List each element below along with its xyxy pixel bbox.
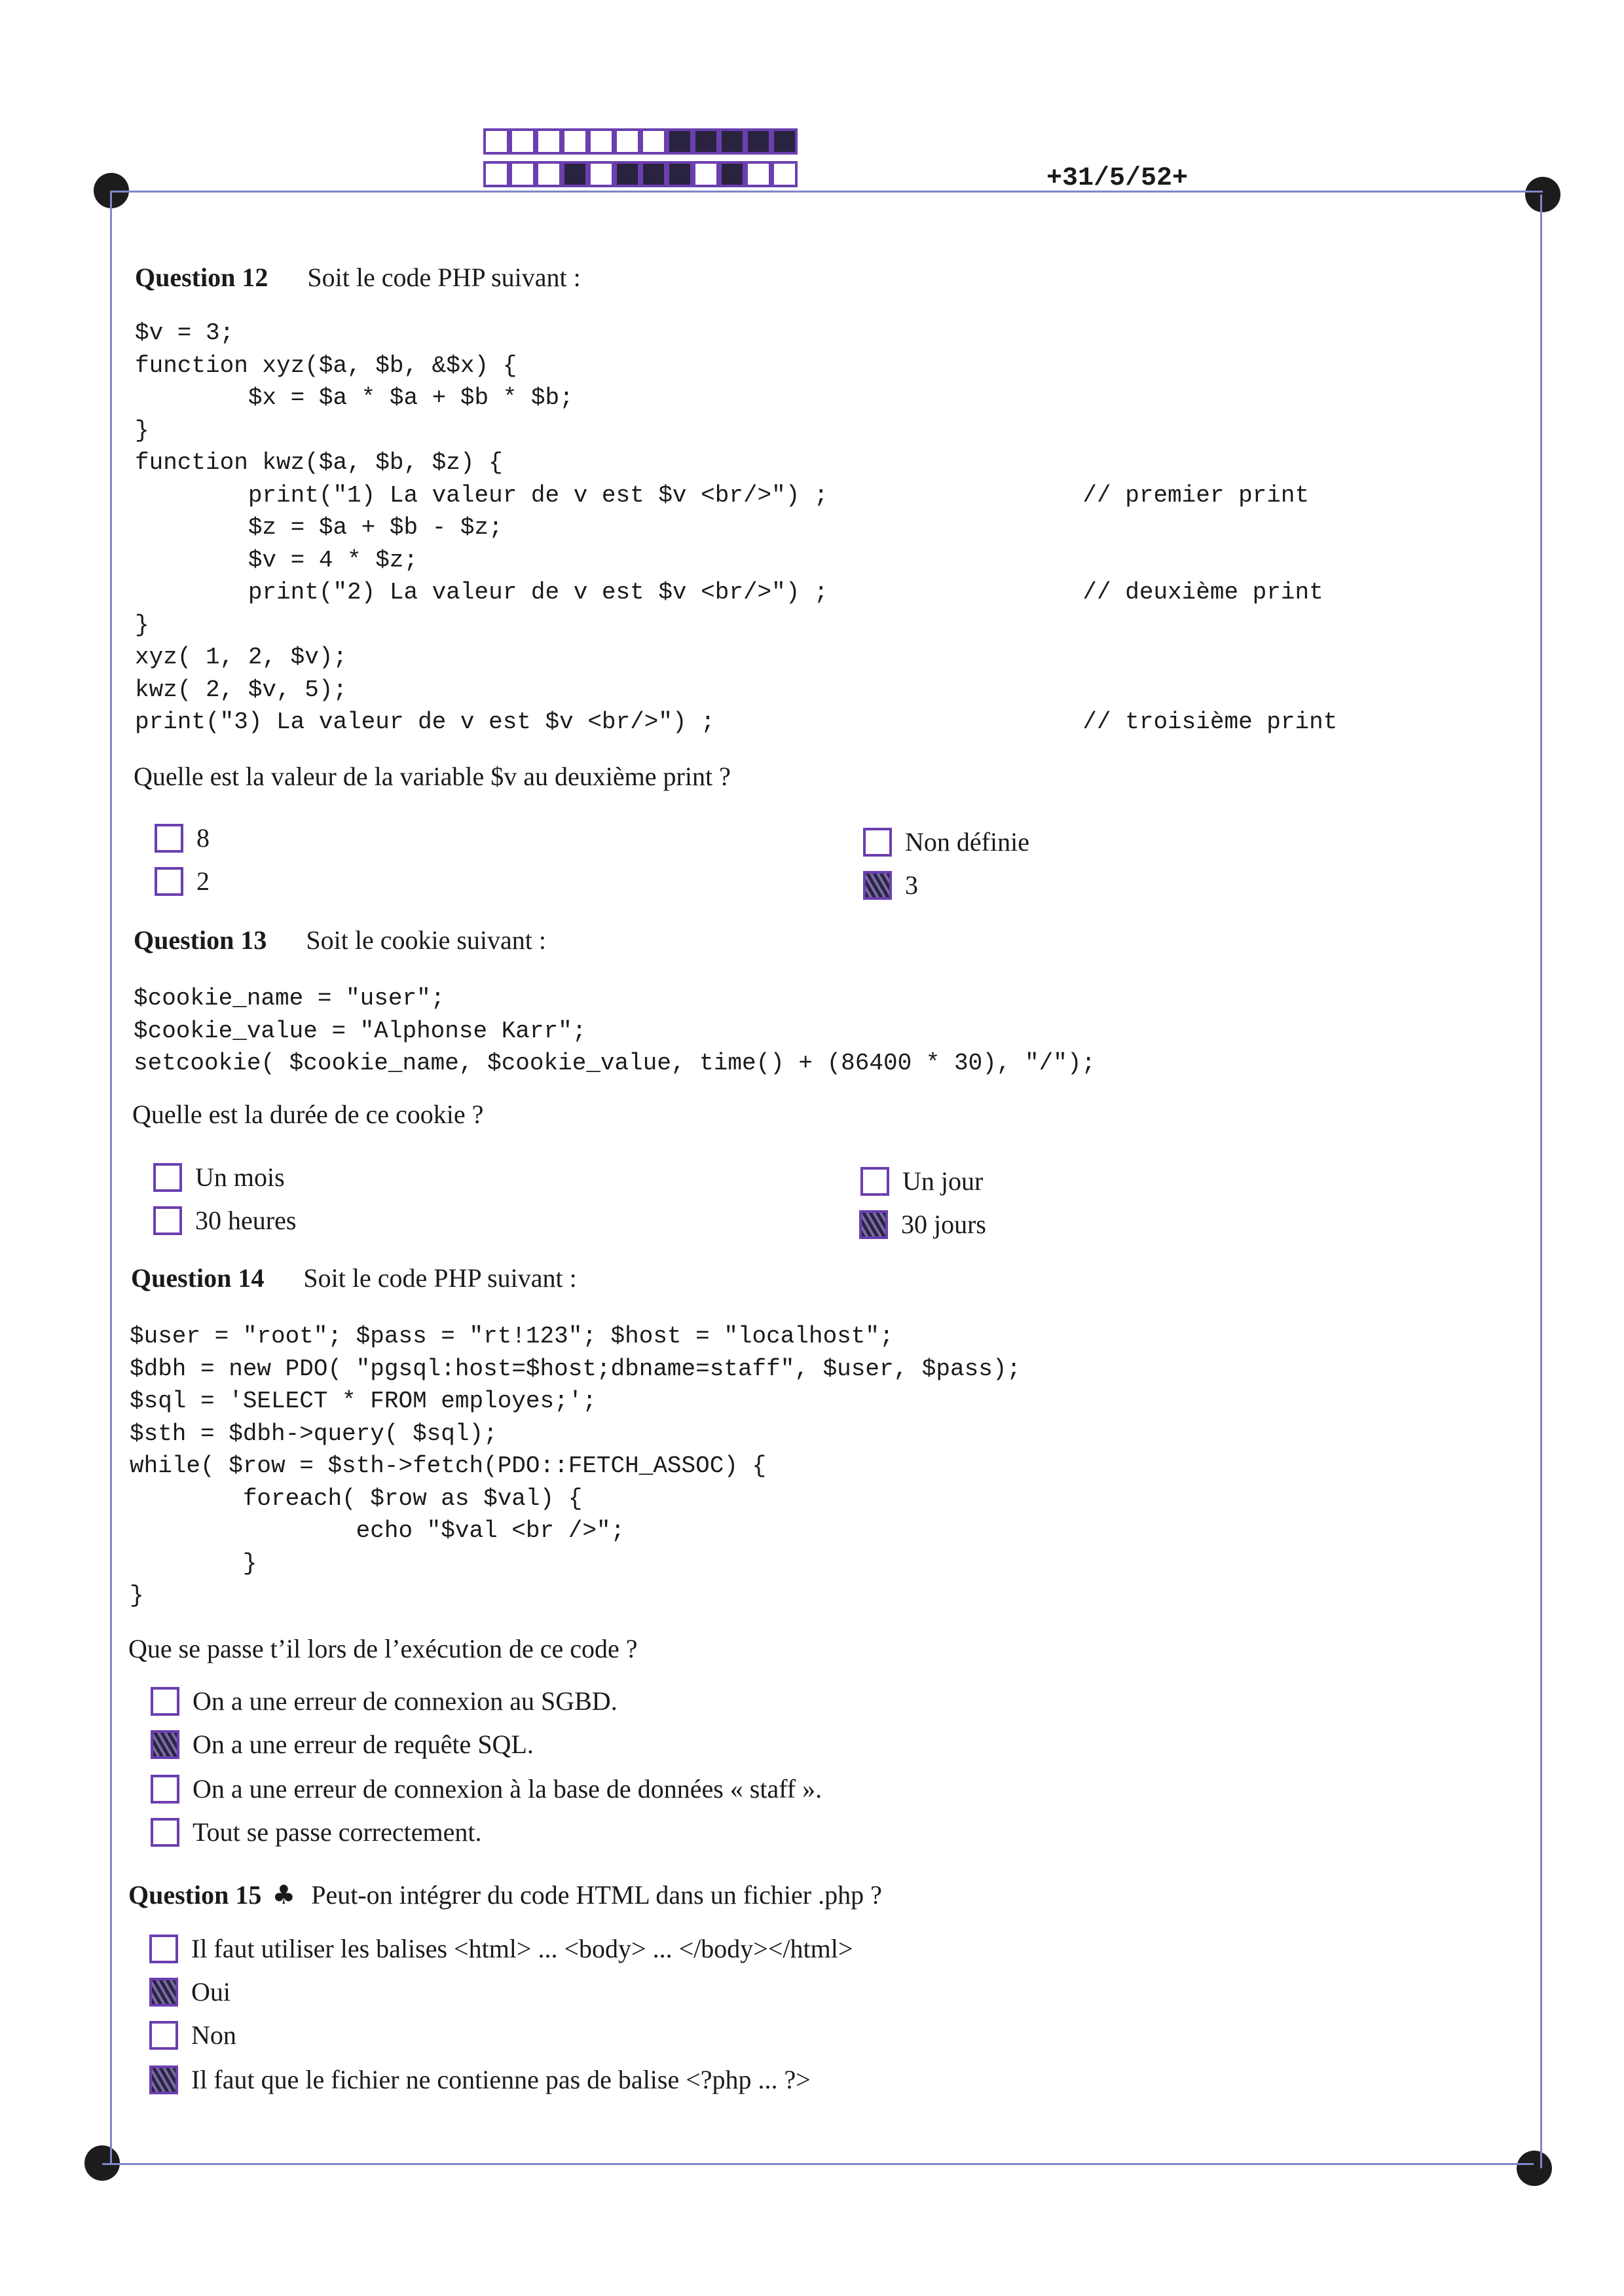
barcode-cell	[640, 161, 667, 187]
barcode-cell	[562, 128, 588, 155]
checkbox[interactable]	[153, 1206, 182, 1235]
answer-option[interactable]	[151, 1773, 822, 1804]
barcode-cell	[745, 161, 771, 187]
answer-label: Un jour	[902, 1166, 984, 1196]
answer-option[interactable]	[860, 1166, 983, 1196]
question-number: Question 12	[135, 263, 268, 292]
answer-label: Il faut que le fichier ne contienne pas de balise <?php ... ?>	[191, 2065, 811, 2094]
barcode-cell	[667, 161, 693, 187]
answer-label: On a une erreur de connexion à la base de données « staff ».	[193, 1774, 822, 1804]
question-15-header	[128, 1879, 882, 1910]
question-intro: Soit le code PHP suivant :	[303, 1263, 577, 1293]
answer-option[interactable]	[149, 1933, 853, 1964]
answer-option[interactable]	[153, 1205, 296, 1236]
question-12-prompt: Quelle est la valeur de la variable $v au deuxième print ?	[134, 762, 731, 791]
barcode-cell	[536, 161, 562, 187]
question-14-code: $user = "root"; $pass = "rt!123"; $host = "localhost"; $dbh = new PDO( "pgsql:host=$host;dbname=staff", $user, $pass); $sql = 'SELECT * FROM employes;'; $sth = $dbh->query( $sql); while( $row = $sth->fetch(PDO::FETCH_ASSOC) { foreach( $row as $val) { echo "$val <br />"; } }	[130, 1323, 1022, 1609]
barcode-cell	[745, 128, 771, 155]
barcode-cell	[588, 161, 614, 187]
barcode-cell	[771, 128, 798, 155]
question-number: Question 14	[131, 1263, 265, 1293]
answer-label: On a une erreur de connexion au SGBD.	[193, 1686, 618, 1716]
checkbox[interactable]	[149, 2021, 178, 2050]
checkbox[interactable]	[155, 824, 183, 853]
answer-label: On a une erreur de requête SQL.	[193, 1730, 534, 1759]
barcode-row-1	[483, 128, 798, 155]
checkbox[interactable]	[863, 828, 892, 857]
sheet-code: +31/5/52+	[1046, 164, 1189, 193]
barcode-cell	[509, 161, 536, 187]
barcode-cell	[771, 161, 798, 187]
barcode-cell	[562, 161, 588, 187]
barcode-cell	[509, 128, 536, 155]
barcode-cell	[693, 128, 719, 155]
barcode-cell	[614, 161, 640, 187]
checkbox[interactable]	[149, 1935, 178, 1963]
answer-option[interactable]	[155, 866, 210, 897]
barcode-cell	[483, 128, 509, 155]
checkbox[interactable]	[149, 2065, 178, 2094]
question-12-code: $v = 3; function xyz($a, $b, &$x) { $x = $a * $a + $b * $b; } function kwz($a, $b, $z) { print("1) La valeur de v est $v <br/>") ; // premier print $z = $a + $b - $z; $v = 4 * $z; print("2) La valeur de v est $v <br/>") ; // deuxième print } xyz( 1, 2, $v); kwz( 2, $v, 5); print("3) La valeur de v est $v <br/>") ; // troisième print	[135, 320, 1338, 735]
barcode-cell	[719, 161, 745, 187]
checkbox[interactable]	[151, 1687, 179, 1716]
answer-option[interactable]	[149, 2064, 811, 2095]
question-14-header	[131, 1263, 577, 1293]
answer-option[interactable]	[863, 826, 1029, 857]
barcode-cell	[483, 161, 509, 187]
barcode-cell	[536, 128, 562, 155]
question-13-code: $cookie_name = "user"; $cookie_value = "Alphonse Karr"; setcookie( $cookie_name, $cookie_value, time() + (86400 * 30), "/");	[134, 985, 1096, 1077]
registration-mark-bottom-right	[1517, 2151, 1552, 2186]
frame-top	[111, 191, 1543, 193]
barcode-cell	[614, 128, 640, 155]
answer-label: Non définie	[905, 827, 1029, 857]
answer-label: 2	[196, 866, 210, 896]
checkbox[interactable]	[151, 1775, 179, 1804]
checkbox[interactable]	[153, 1163, 182, 1192]
answer-label: Un mois	[195, 1162, 285, 1192]
question-14-prompt: Que se passe t’il lors de l’exécution de ce code ?	[128, 1634, 638, 1663]
club-icon: ♣	[272, 1880, 296, 1910]
checkbox[interactable]	[863, 871, 892, 900]
barcode-cell	[719, 128, 745, 155]
answer-option[interactable]	[153, 1162, 285, 1193]
checkbox[interactable]	[151, 1818, 179, 1847]
barcode-cell	[588, 128, 614, 155]
answer-option[interactable]	[149, 1976, 231, 2007]
answer-option[interactable]	[155, 823, 210, 853]
checkbox[interactable]	[155, 867, 183, 896]
question-number: Question 15	[128, 1880, 262, 1910]
barcode-cell	[667, 128, 693, 155]
answer-option[interactable]	[151, 1686, 618, 1716]
checkbox[interactable]	[859, 1210, 888, 1239]
frame-left	[110, 191, 112, 2163]
registration-mark-top-right	[1525, 177, 1560, 212]
question-intro: Soit le code PHP suivant :	[307, 263, 581, 292]
question-intro: Peut-on intégrer du code HTML dans un fichier .php ?	[311, 1880, 882, 1910]
barcode-cell	[693, 161, 719, 187]
question-12-header	[135, 262, 581, 293]
checkbox[interactable]	[149, 1978, 178, 2007]
barcode-row-2	[483, 161, 798, 187]
frame-right	[1540, 194, 1542, 2168]
answer-label: Il faut utiliser les balises <html> ... <body> ... </body></html>	[191, 1934, 853, 1963]
answer-option[interactable]	[151, 1817, 481, 1847]
barcode-cell	[640, 128, 667, 155]
question-13-prompt: Quelle est la durée de ce cookie ?	[132, 1100, 484, 1129]
answer-label: 30 heures	[195, 1206, 297, 1235]
answer-label: 30 jours	[901, 1210, 986, 1239]
question-intro: Soit le cookie suivant :	[306, 925, 546, 955]
checkbox[interactable]	[151, 1730, 179, 1759]
question-13-header	[134, 925, 546, 955]
checkbox[interactable]	[860, 1167, 889, 1196]
answer-option[interactable]	[151, 1729, 534, 1760]
answer-label: 3	[905, 870, 918, 900]
answer-option[interactable]	[863, 870, 918, 900]
answer-label: Non	[191, 2020, 236, 2050]
question-number: Question 13	[134, 925, 267, 955]
answer-label: Tout se passe correctement.	[193, 1817, 482, 1847]
answer-option[interactable]	[859, 1209, 986, 1240]
answer-option[interactable]	[149, 2020, 236, 2050]
answer-label: 8	[196, 823, 210, 853]
answer-label: Oui	[191, 1977, 231, 2007]
frame-bottom	[102, 2163, 1534, 2165]
